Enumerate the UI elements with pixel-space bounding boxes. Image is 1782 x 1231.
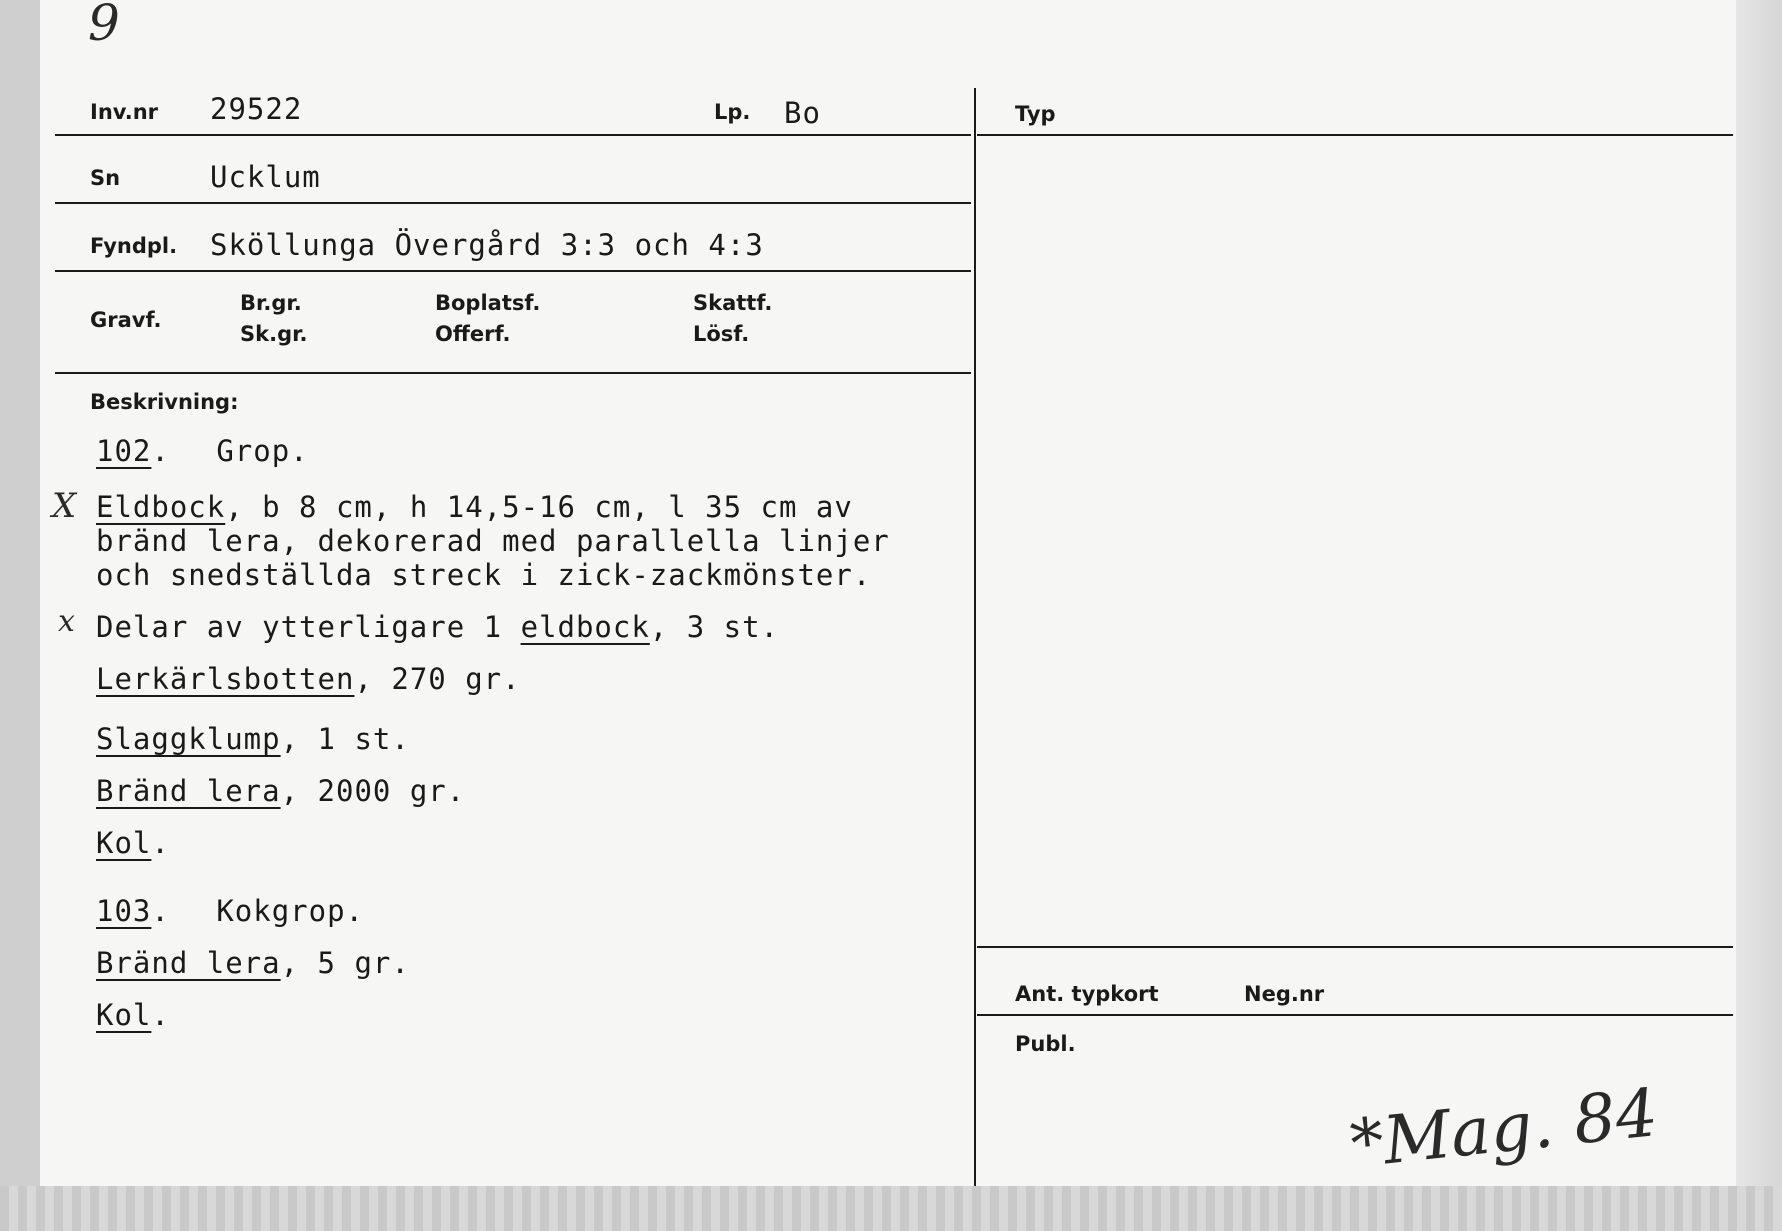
eldbock-label: Eldbock [96,490,226,524]
lp-value: Bo [784,96,821,130]
delar-pre: Delar av ytterligare 1 [96,610,521,644]
entry-kol-2 [96,998,170,1032]
publ-label: Publ. [1015,1032,1076,1056]
rule-publ [977,1014,1733,1016]
entry-102-number: 102 [96,434,152,468]
entry-eldbock-line2: bränd lera, dekorerad med parallella linjer [96,524,890,558]
skgr-label: Sk.gr. [240,322,308,346]
entry-102-text: Grop. [216,434,309,468]
neg-nr-label: Neg.nr [1244,982,1325,1006]
entry-103-text: Kokgrop. [216,894,365,928]
kol2-dot: . [151,998,170,1032]
skattf-label: Skattf. [693,291,773,315]
eldbock-check-mark: X [52,486,77,526]
lp-label: Lp. [714,100,751,124]
ant-typkort-label: Ant. typkort [1015,982,1159,1006]
rule-gravf [55,372,971,374]
card-number: 9 [88,0,120,52]
brgr-label: Br.gr. [240,291,302,315]
rule-fyndpl [55,270,971,272]
kol2-label: Kol [96,998,152,1032]
entry-103-number: 103 [96,894,152,928]
card-edge-bottom [0,1186,1782,1231]
entry-lerkarl [96,662,521,696]
center-divider [974,88,976,1186]
handwritten-location: *Mag. 84 [1346,1074,1662,1183]
entry-brand-lera-1 [96,774,465,808]
rule-sn [55,202,971,204]
entry-brand-lera-2 [96,946,410,980]
fyndpl-value: Sköllunga Övergård 3:3 och 4:3 [210,228,764,262]
boplatsf-label: Boplatsf. [435,291,541,315]
entry-delar [96,610,779,644]
delar-eldbock: eldbock [520,610,650,644]
entry-102-dot: . [151,434,170,468]
entry-eldbock-line3: och snedställda streck i zick-zackmönster. [96,558,872,592]
inv-value: 29522 [210,92,303,126]
losf-label: Lösf. [693,322,750,346]
fyndpl-label: Fyndpl. [90,234,178,258]
kol1-label: Kol [96,826,152,860]
sn-label: Sn [90,166,121,190]
rule-inv [55,134,971,136]
brand2-rest: , 5 gr. [280,946,410,980]
slagg-rest: , 1 st. [280,722,410,756]
brand1-label: Bränd lera [96,774,281,808]
inv-label: Inv.nr [90,100,159,124]
entry-eldbock-line1 [96,490,853,524]
rule-ant [977,946,1733,948]
delar-check-mark: x [58,604,75,639]
offerf-label: Offerf. [435,322,511,346]
delar-post: , 3 st. [649,610,780,644]
entry-slagg [96,722,410,756]
lerkarl-label: Lerkärlsbotten [96,662,355,696]
entry-103 [96,894,364,928]
entry-kol-1 [96,826,170,860]
beskrivning-label: Beskrivning: [90,390,239,414]
brand2-label: Bränd lera [96,946,281,980]
card-edge-right [1736,0,1782,1231]
sn-value: Ucklum [210,160,321,194]
kol1-dot: . [151,826,170,860]
eldbock-details: , b 8 cm, h 14,5-16 cm, l 35 cm av [225,490,853,524]
lerkarl-rest: , 270 gr. [354,662,521,696]
typ-label: Typ [1015,102,1056,126]
rule-typ [977,134,1733,136]
gravf-label: Gravf. [90,308,162,332]
brand1-rest: , 2000 gr. [280,774,466,808]
entry-103-dot: . [151,894,170,928]
slagg-label: Slaggklump [96,722,281,756]
entry-102 [96,434,309,468]
